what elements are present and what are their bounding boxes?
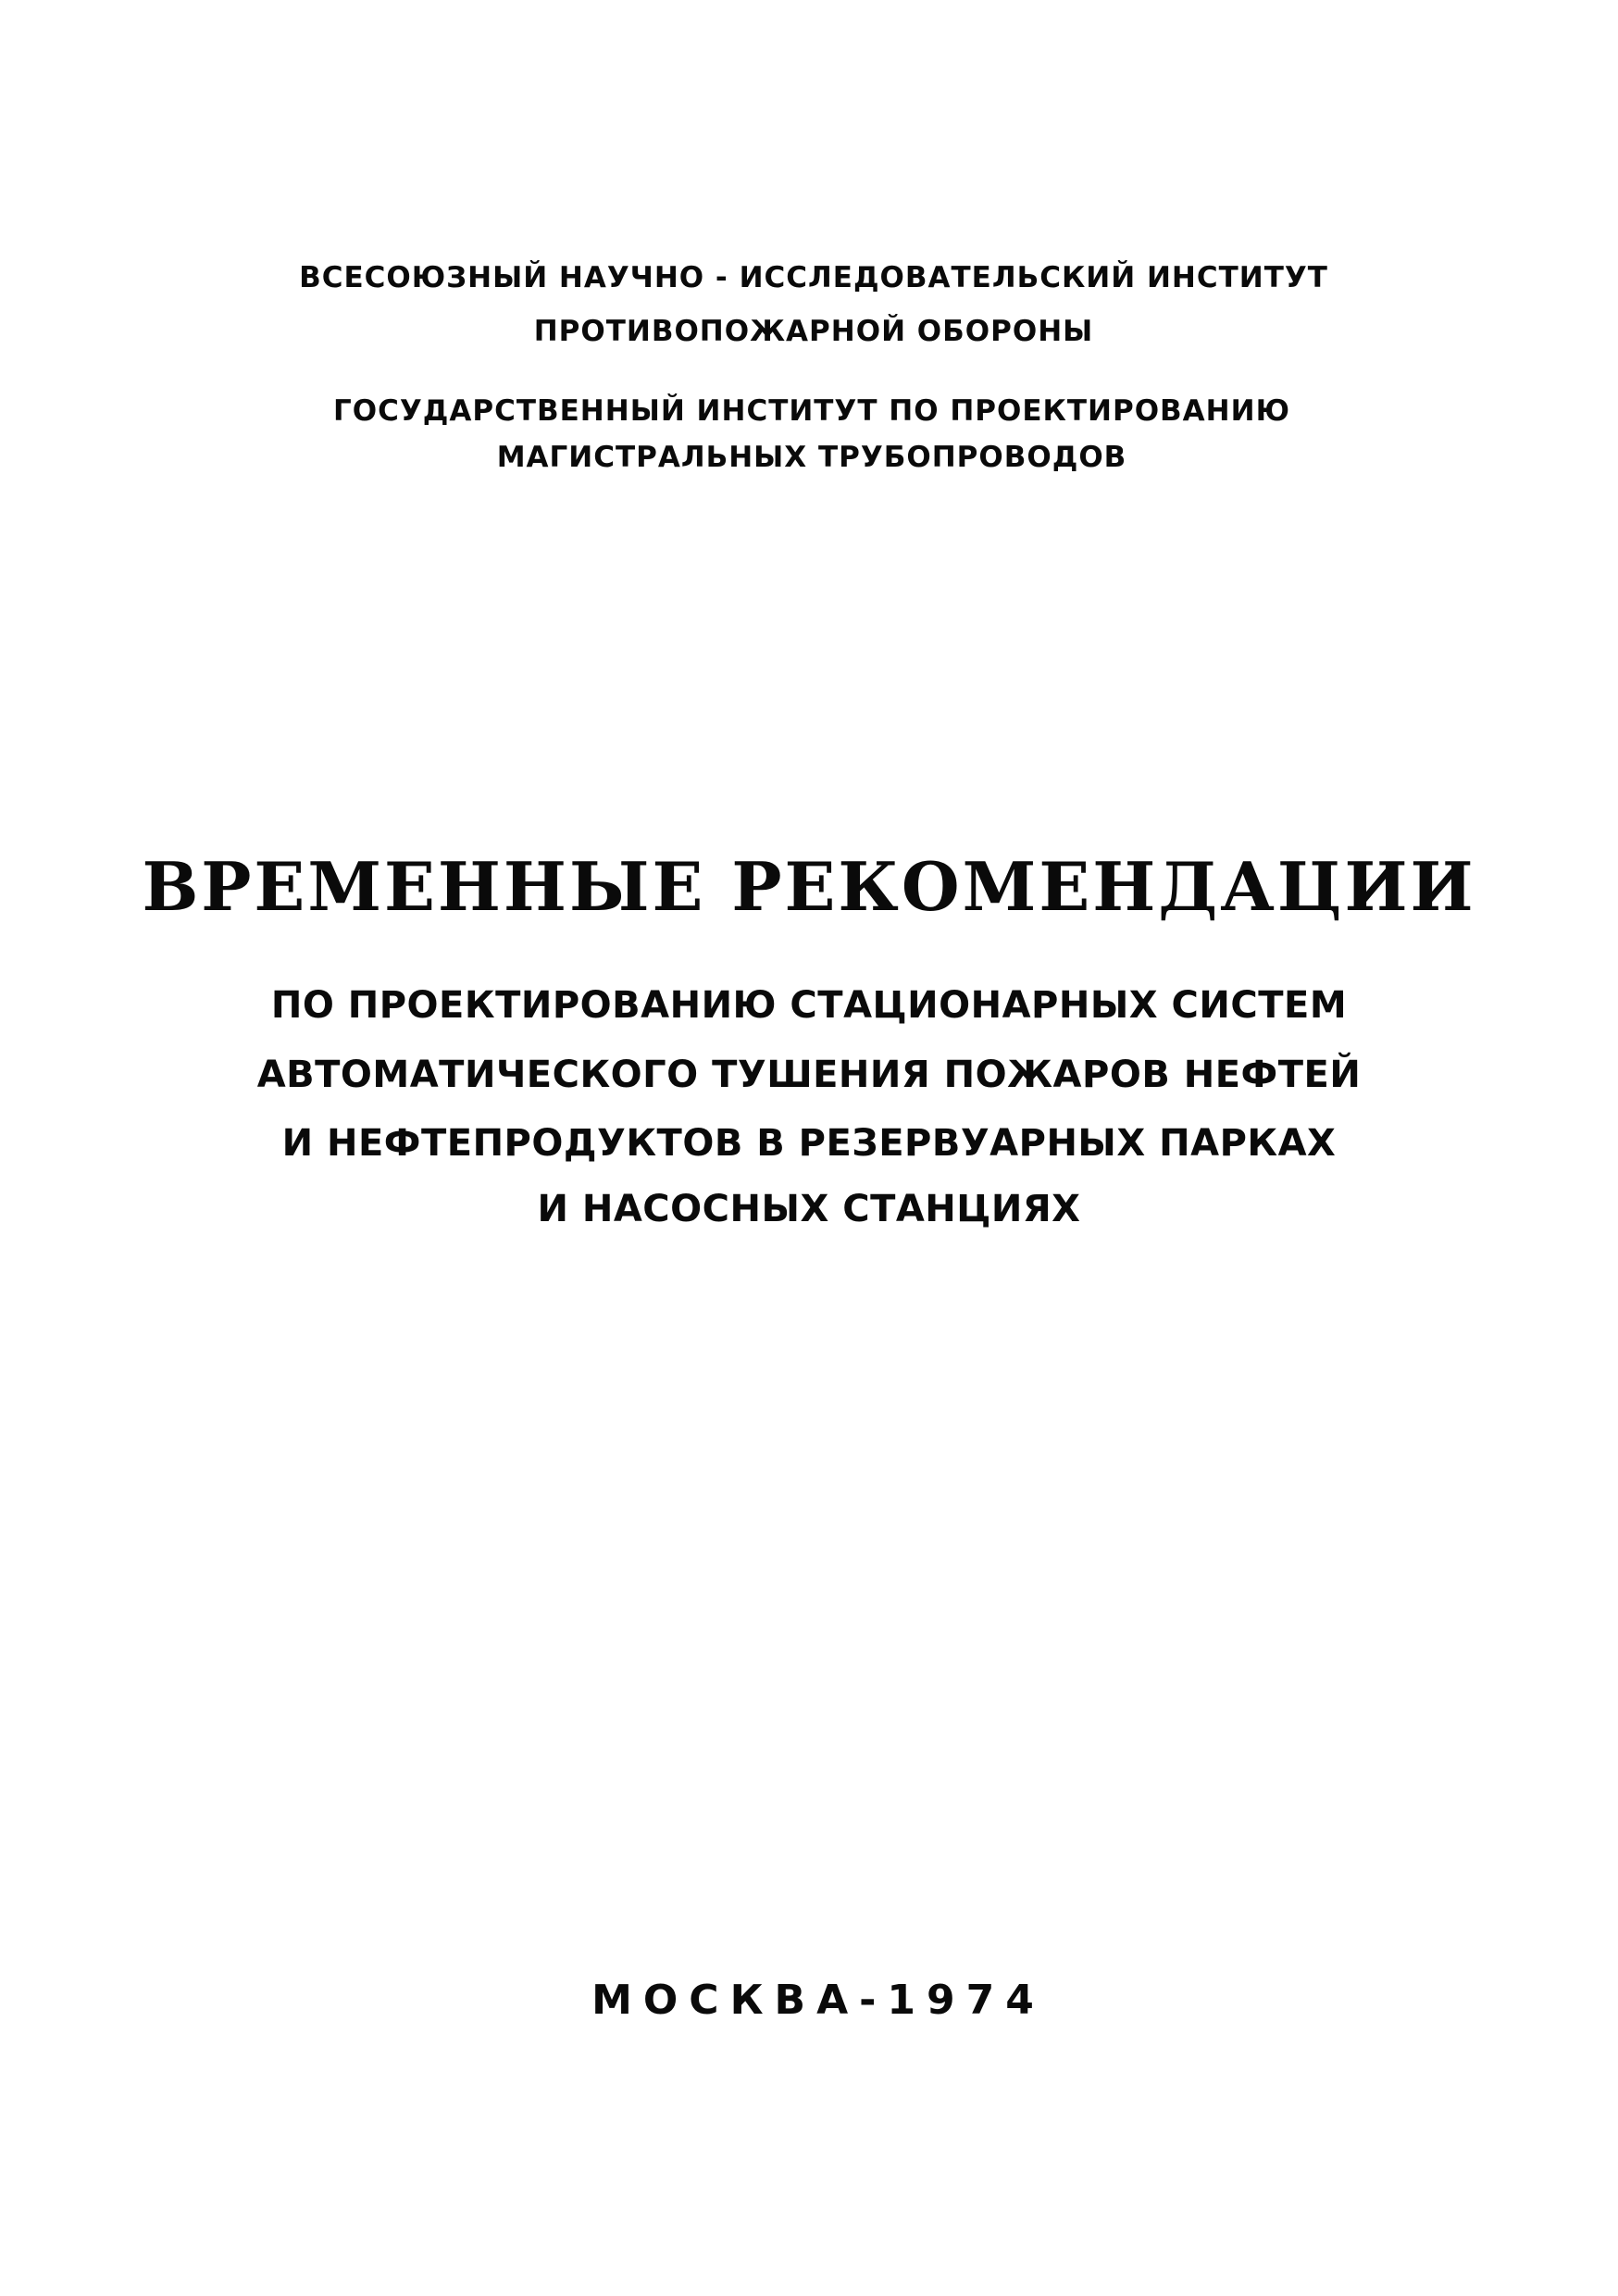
institution-2-line-1: ГОСУДАРСТВЕННЫЙ ИНСТИТУТ ПО ПРОЕКТИРОВАНИЮ <box>333 394 1290 428</box>
document-title: ВРЕМЕННЫЕ РЕКОМЕНДАЦИИ <box>142 847 1476 926</box>
institution-1-line-2: ПРОТИВОПОЖАРНОЙ ОБОРОНЫ <box>533 315 1094 348</box>
institution-2-line-2: МАГИСТРАЛЬНЫХ ТРУБОПРОВОДОВ <box>496 441 1127 474</box>
subtitle-line-2: АВТОМАТИЧЕСКОГО ТУШЕНИЯ ПОЖАРОВ НЕФТЕЙ <box>256 1054 1362 1096</box>
place-and-year: МОСКВА-1974 <box>591 1977 1045 2024</box>
subtitle-line-3: И НЕФТЕПРОДУКТОВ В РЕЗЕРВУАРНЫХ ПАРКАХ <box>281 1122 1337 1165</box>
institution-1-line-1: ВСЕСОЮЗНЫЙ НАУЧНО - ИССЛЕДОВАТЕЛЬСКИЙ ИНСТИТУТ <box>299 261 1328 294</box>
subtitle-line-4: И НАСОСНЫХ СТАНЦИЯХ <box>537 1188 1081 1230</box>
subtitle-line-1: ПО ПРОЕКТИРОВАНИЮ СТАЦИОНАРНЫХ СИСТЕМ <box>270 984 1348 1027</box>
